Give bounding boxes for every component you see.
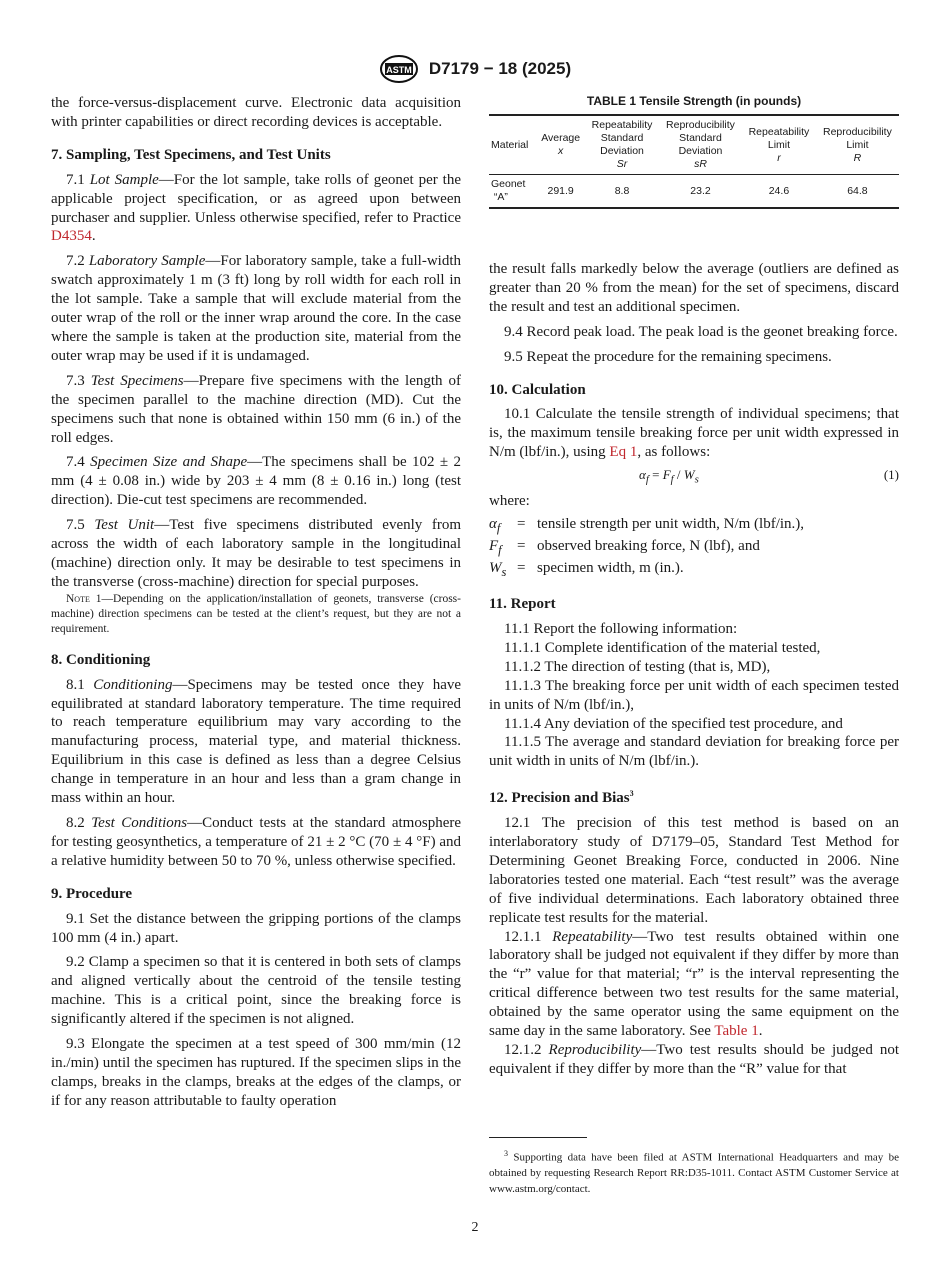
page-number: 2 (471, 1220, 479, 1235)
para-9-1: 9.1 Set the distance between the gripping portions of the clamps 100 mm (4 in.) apart. (51, 910, 461, 946)
para-7-2: 7.2 Laboratory Sample—For laboratory sample, take a full-width swatch approximately 1 m (3 ft) long by roll width for each roll in the lot sample. Take a sample that will exclude material from the outer wrap of the roll or the inner wrap around the core. In the case where the sample is taken at the production site, material from the outer wrap may be used if it is undamaged. (51, 253, 462, 364)
para-12-1-2: 12.1.2 Reproducibility—Two test results should be judged not equivalent if they differ by more than the “R” value for that (489, 1042, 899, 1077)
cell-average: 291.9 (547, 184, 574, 197)
header-average: Average x (541, 132, 581, 157)
definition-alpha: $\alpha_f$ = tensile strength per unit width, N/m (lbf/in.), (489, 516, 805, 536)
table-title: TABLE 1 Tensile Strength (in pounds) (586, 94, 802, 108)
header-material: Material (491, 138, 529, 151)
header-repeatability-sd: Repeatability Standard Deviation Sr (591, 119, 653, 170)
equation-expression: $\alpha_f = F_f / W_s$ (639, 467, 699, 486)
header-repeatability-limit: Repeatability Limit r (748, 125, 810, 164)
astm-logo-icon (379, 54, 419, 84)
para-11-1-3: 11.1.3 The breaking force per unit width of each specimen tested in units of N/m (lbf/in.), (489, 677, 899, 713)
para-7-1: 7.1 Lot Sample—For the lot sample, take rolls of geonet per the applicable project specification, or as agreed upon between purchaser and supplier. Unless otherwise specified, refer to Practice D4354. (51, 171, 462, 245)
para-10-1: 10.1 Calculate the tensile strength of individual specimens; that is, the maximum tensile breaking force per unit width expressed in N/m (lbf/in.), using Eq 1, as follows: (489, 406, 899, 461)
logo-text: ASTM (386, 65, 412, 75)
table-header-row (489, 115, 899, 175)
para-7-4: 7.4 Specimen Size and Shape—The specimens shall be 102 ± 2 mm (4 ± 0.08 in.) wide by 203 ± 4 mm (8 ± 0.16 in.) long (test direction). Die-cut test specimens are recommended. (51, 454, 462, 509)
para-7-3: 7.3 Test Specimens—Prepare five specimens with the length of the specimen parallel to the machine direction (MD). Cut the specimens such that none is obtained within 150 mm (6 in.) of the roll edges. (51, 372, 461, 446)
section-7-title: 7. Sampling, Test Specimens, and Test Units (51, 146, 331, 163)
section-10-title: 10. Calculation (489, 381, 586, 398)
right-column (489, 260, 899, 1079)
table-1 (489, 94, 899, 209)
para-11-1-1: 11.1.1 Complete identification of the material tested, (504, 639, 821, 656)
document-designation: D7179 − 18 (2025) (428, 59, 572, 78)
para-12-1: 12.1 The precision of this test method is based on an interlaboratory study of D7179–05, Standard Test Method for Determining Geonet Breaking Force, conducted in 2006. Nine laboratories tested one material. Each “test result” was the average of five individual determinations. Each laboratory obtained three replicate test results for the material. (489, 815, 899, 926)
para-9-2: 9.2 Clamp a specimen so that it is centered in both sets of clamps and aligned vertically about the centroid of the tensile testing machine. This is a critical point, since the breaking force is significantly altered if the specimen is not aligned. (51, 954, 461, 1028)
para-9-4: 9.4 Record peak load. The peak load is the geonet breaking force. (504, 323, 898, 340)
section-8-title: 8. Conditioning (51, 651, 151, 668)
header-reproducibility-sd: Reproducibility Standard Deviation sR (666, 119, 735, 170)
para-11-1-4: 11.1.4 Any deviation of the specified test procedure, and (504, 715, 843, 732)
equation-number: (1) (883, 467, 899, 483)
para-11-1-5: 11.1.5 The average and standard deviation for breaking force per unit width in units of N/m (lbf/in.). (489, 734, 899, 770)
definition-force: $F_f$ = observed breaking force, N (lbf), and (489, 538, 760, 558)
section-12-title: 12. Precision and Bias$^3$ (489, 789, 634, 807)
para-8-1: 8.1 Conditioning—Specimens may be tested once they have equilibrated at standard laboratory temperature. The time required to reach temperature equilibrium may vary according to the manufacturing process, material type, and material thickness. Equilibrium in this case is defined as less than a degree Celsius change in temperature in an hour and less than a gram change in mass within an hour. (51, 676, 462, 807)
section-9-title: 9. Procedure (51, 885, 133, 902)
table-row (489, 175, 899, 209)
para-8-2: 8.2 Test Conditions—Conduct tests at the standard atmosphere for testing geosynthetics, a temperature of 21 ± 2 °C (70 ± 4 °F) and a relative humidity between 50 to 70 %, unless otherwise specified. (51, 815, 461, 869)
cell-material: Geonet “A” (491, 178, 526, 203)
para-11-1: 11.1 Report the following information: (504, 620, 738, 637)
footnote-divider (489, 1137, 587, 1138)
footnote-3: $^3$ Supporting data have been filed at ASTM International Headquarters and may be obtained by requesting Research Report RR:D35-1011. Contact ASTM Customer Service at www.astm.org/contact. (489, 1149, 899, 1195)
equation-1 (489, 464, 899, 486)
para-9-3-continued: the result falls markedly below the average (outliers are defined as greater than 20 % from the mean) for the set of specimens, discard the result and test an additional specimen. (489, 261, 899, 315)
table-1-link[interactable]: Table 1 (714, 1023, 759, 1040)
para-9-3: 9.3 Elongate the specimen at a test speed of 300 mm/min (12 in./min) until the specimen has ruptured. If the specimen slips in the clamps, breaks in the clamps, breaks at the edges of the clamps, or if for any reason attributable to faulty operation (51, 1036, 461, 1109)
cell-sr: 8.8 (614, 184, 630, 197)
precision-table (489, 114, 899, 209)
para-7-5: 7.5 Test Unit—Test five specimens distributed evenly from across the width of each laboratory sample in the longitudinal (machine) direction only. It may be desirable to test specimens in the transverse (cross-machine) direction for special purposes. (51, 517, 462, 590)
cell-sR: 23.2 (690, 184, 711, 197)
cell-R: 64.8 (847, 184, 868, 197)
para-11-1-2: 11.1.2 The direction of testing (that is, MD), (504, 658, 771, 675)
cell-r: 24.6 (768, 184, 790, 197)
footnote-ref-3: 3 (629, 789, 634, 799)
intro-paragraph: the force-versus-displacement curve. Electronic data acquisition with printer capabilities or direct recording devices is acceptable. (51, 95, 461, 130)
section-11-title: 11. Report (489, 596, 556, 613)
page-header (0, 54, 950, 84)
eq-1-link[interactable]: Eq 1 (609, 444, 638, 461)
header-reproducibility-limit: Reproducibility Limit R (822, 125, 892, 164)
where-label: where: (489, 493, 530, 510)
d4354-link[interactable]: D4354 (51, 228, 92, 245)
left-column (51, 94, 461, 1117)
definition-width: $W_s$ = specimen width, m (in.). (489, 560, 684, 580)
para-12-1-1: 12.1.1 Repeatability—Two test results obtained within one laboratory shall be judged not equivalent if they differ by more than the “r” value for that material; “r” is the interval representing the critical difference between two test results for the same material, obtained by the same operator using the same equipment on the same day in the same laboratory. See Table 1. (489, 928, 900, 1040)
note-1: Note 1—Depending on the application/installation of geonets, transverse (cross-machine) direction specimens can be tested at the client’s request, but they are not a requirement. (51, 592, 461, 635)
para-9-5: 9.5 Repeat the procedure for the remaining specimens. (504, 348, 832, 365)
